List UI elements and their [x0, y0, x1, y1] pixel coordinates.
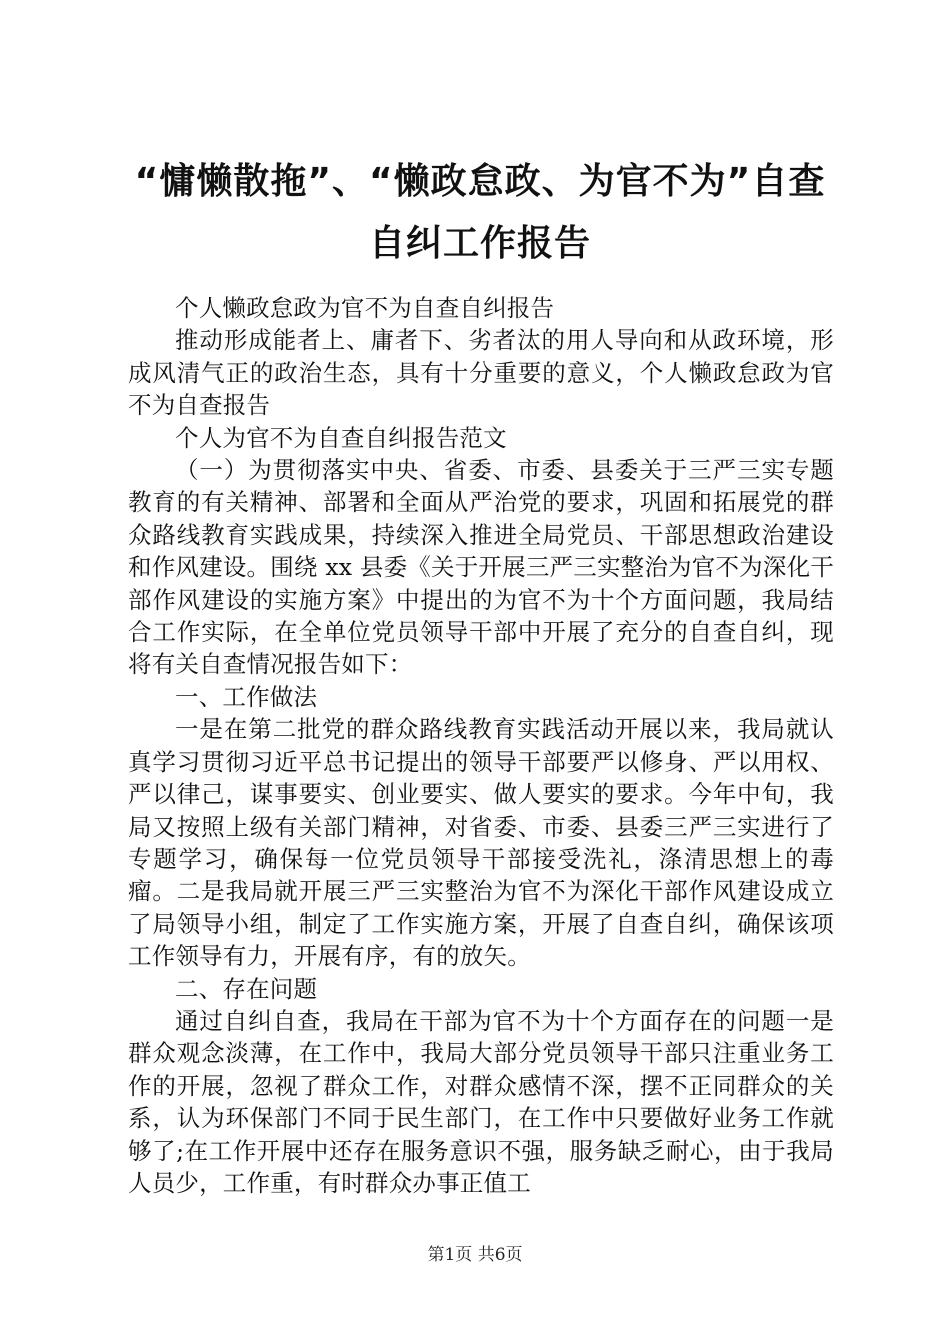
heading-existing-problems: 二、存在问题	[175, 974, 318, 1003]
page-number-footer: 第1页 共6页	[427, 1245, 523, 1265]
paragraph-intro: 推动形成能者上、庸者下、劣者汰的用人导向和从政环境，形成风清气正的政治生态，具有十分重要的意义，个人懒政怠政为官不为自查报告	[128, 326, 834, 420]
document-body	[128, 292, 834, 1199]
paragraph-work-methods: 一是在第二批党的群众路线教育实践活动开展以来，我局就认真学习贯彻习近平总书记提出的领导干部要严以修身、严以用权、严以律己，谋事要实、创业要实、做人要实的要求。今年中旬，我局又按照上级有关部门精神，对省委、市委、县委三严三实进行了专题学习，确保每一位党员领导干部接受洗礼，涤清思想上的毒瘤。二是我局就开展三严三实整治为官不为深化干部作风建设成立了局领导小组，制定了工作实施方案，开展了自查自纠，确保该项工作领导有力，开展有序，有的放矢。	[128, 715, 834, 971]
document-title-line-1: “慵懒散拖”、“懒政怠政、为官不为”自查	[134, 161, 826, 202]
paragraph-existing-problems: 通过自纠自查，我局在干部为官不为十个方面存在的问题一是群众观念淡薄，在工作中，我局大部分党员领导干部只注重业务工作的开展，忽视了群众工作，对群众感情不深，摆不正同群众的关系，认为环保部门不同于民生部门，在工作中只要做好业务工作就够了;在工作开展中还存在服务意识不强，服务缺乏耐心，由于我局人员少，工作重，有时群众办事正值工	[128, 1006, 834, 1197]
heading-work-methods: 一、工作做法	[175, 682, 318, 711]
paragraph-section-one: （一）为贯彻落实中央、省委、市委、县委关于三严三实专题教育的有关精神、部署和全面从严治党的要求，巩固和拓展党的群众路线教育实践成果，持续深入推进全局党员、干部思想政治建设和作风建设。围绕 xx 县委《关于开展三严三实整治为官不为深化干部作风建设的实施方案》中提出的为官不为十个方面问题，我局结合工作实际，在全单位党员领导干部中开展了充分的自查自纠，现将有关自查情况报告如下：	[128, 456, 834, 679]
document-title-line-2: 自纠工作报告	[368, 223, 591, 264]
paragraph-subtitle: 个人懒政怠政为官不为自查自纠报告	[175, 294, 555, 322]
paragraph-heading-fanwen: 个人为官不为自查自纠报告范文	[175, 423, 507, 452]
